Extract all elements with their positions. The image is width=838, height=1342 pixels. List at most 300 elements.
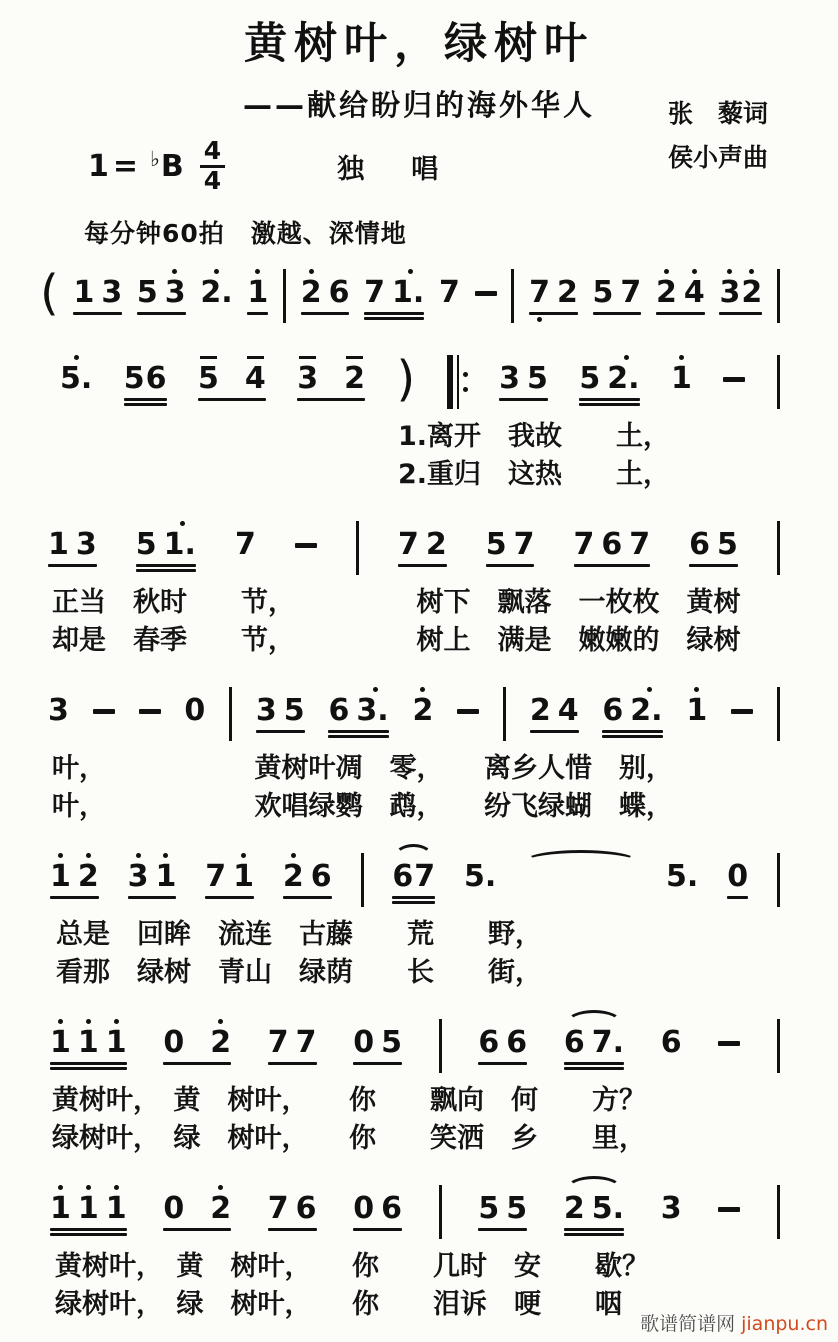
dash-note bbox=[723, 377, 745, 382]
tie-arc bbox=[566, 1010, 622, 1036]
note-number: 6 bbox=[660, 1025, 682, 1060]
note-numbers bbox=[198, 363, 266, 395]
note-group bbox=[247, 264, 268, 315]
note-number: 0 bbox=[184, 693, 206, 728]
note-numbers bbox=[464, 861, 496, 893]
note-group bbox=[128, 848, 177, 899]
note-number: 2 bbox=[210, 1025, 232, 1060]
music-line bbox=[0, 1014, 838, 1078]
beam-line bbox=[50, 1067, 127, 1070]
note-number: 7 bbox=[573, 527, 595, 562]
note-group bbox=[478, 1180, 527, 1231]
note-group bbox=[200, 264, 232, 309]
lyric-row: 绿树叶， 绿 树叶， 你 泪诉 哽 咽 bbox=[55, 1289, 622, 1320]
open-paren: ( bbox=[40, 265, 59, 321]
note-number: 7 bbox=[629, 527, 651, 562]
barline bbox=[777, 687, 780, 741]
beam-line bbox=[602, 735, 662, 738]
barline bbox=[283, 269, 286, 323]
music-line bbox=[0, 350, 838, 414]
note-numbers bbox=[666, 861, 698, 893]
note-numbers bbox=[50, 861, 99, 893]
note-number: 3 bbox=[75, 527, 97, 562]
lyric-row: 看那 绿树 青山 绿荫 长 街， bbox=[56, 957, 542, 988]
note-group bbox=[198, 350, 266, 401]
beam-line bbox=[602, 730, 662, 733]
key-tonic: 1 bbox=[88, 148, 109, 184]
barline bbox=[361, 853, 364, 907]
octave-dot-up bbox=[136, 853, 141, 858]
barline bbox=[511, 269, 514, 323]
repeat-thin-bar bbox=[457, 355, 459, 409]
octave-dot-up bbox=[58, 1019, 63, 1024]
score-block bbox=[0, 1180, 838, 1324]
note-numbers bbox=[412, 695, 433, 727]
note-numbers bbox=[50, 1193, 127, 1225]
music-line bbox=[0, 1180, 838, 1244]
beam-line bbox=[50, 896, 99, 899]
note-numbers bbox=[256, 695, 305, 727]
note-bottoms bbox=[529, 315, 578, 326]
note-number: 7 bbox=[529, 275, 550, 310]
note-number: 6 bbox=[506, 1025, 528, 1060]
note-group bbox=[256, 682, 305, 733]
note-number: 1 bbox=[77, 1025, 99, 1060]
dash-note bbox=[718, 1041, 740, 1046]
note-number: 7 bbox=[513, 527, 535, 562]
note-group bbox=[398, 516, 447, 567]
note-number: 1. bbox=[163, 527, 196, 562]
octave-dot-up bbox=[647, 687, 652, 692]
note-numbers bbox=[661, 1193, 682, 1225]
note-number: 4 bbox=[683, 275, 705, 310]
note-number: 3 bbox=[499, 361, 521, 396]
note-number: 6 bbox=[145, 361, 167, 396]
note-group bbox=[392, 848, 435, 904]
note-group bbox=[564, 1180, 624, 1236]
beam-line bbox=[719, 312, 762, 315]
note-number: 5. bbox=[591, 1191, 624, 1226]
note-number: 2 bbox=[300, 275, 322, 310]
note-group bbox=[137, 264, 186, 315]
note-group bbox=[602, 682, 662, 738]
note-number: 6 bbox=[478, 1025, 500, 1060]
note-number: 0 bbox=[727, 859, 749, 894]
note-numbers bbox=[301, 277, 350, 309]
watermark-site: 歌谱简谱网 bbox=[640, 1313, 736, 1335]
note-number: 3 bbox=[297, 361, 319, 396]
watermark-link[interactable]: jianpu.cn bbox=[741, 1313, 828, 1335]
octave-dot-up bbox=[114, 1185, 119, 1190]
beam-line bbox=[328, 730, 388, 733]
beam-line bbox=[656, 312, 705, 315]
note-numbers bbox=[137, 277, 186, 309]
composer-credit: 侯小声曲 bbox=[667, 143, 768, 172]
note-group bbox=[268, 1180, 317, 1231]
lyrics bbox=[52, 584, 838, 660]
note-number: 7 bbox=[439, 275, 460, 310]
lyric-row: 总是 回眸 流连 古藤 荒 野， bbox=[56, 919, 542, 950]
beam-line bbox=[50, 1062, 127, 1065]
beam-line bbox=[392, 896, 435, 899]
note-number: 5 bbox=[592, 275, 614, 310]
note-number: 2 bbox=[425, 527, 447, 562]
beam-line bbox=[564, 1233, 624, 1236]
note-group bbox=[124, 350, 167, 406]
barline bbox=[503, 687, 506, 741]
octave-dot-up bbox=[180, 521, 185, 526]
note-number: 1 bbox=[105, 1191, 127, 1226]
score-block bbox=[0, 516, 838, 660]
repeat-dots bbox=[463, 355, 468, 409]
note-number: 4 bbox=[557, 693, 579, 728]
time-top: 4 bbox=[200, 138, 225, 168]
octave-dot-up bbox=[373, 687, 378, 692]
note-numbers bbox=[268, 1193, 317, 1225]
note-number: 3 bbox=[48, 693, 69, 728]
beam-line bbox=[579, 398, 639, 401]
note-group bbox=[50, 1014, 127, 1070]
octave-dot-up bbox=[86, 1019, 91, 1024]
note-group bbox=[574, 516, 651, 567]
note-group bbox=[727, 848, 748, 899]
beam-line bbox=[574, 564, 651, 567]
note-number: 2 bbox=[741, 275, 763, 310]
note-group bbox=[478, 1014, 527, 1065]
note-group bbox=[60, 350, 92, 395]
beam-line bbox=[486, 564, 535, 567]
note-numbers bbox=[48, 695, 69, 727]
beam-line bbox=[301, 312, 350, 315]
score-block bbox=[0, 350, 838, 494]
note-group bbox=[529, 264, 578, 326]
note-number: 0 bbox=[353, 1191, 375, 1226]
note-group bbox=[283, 848, 332, 899]
music-line bbox=[0, 264, 838, 328]
note-numbers bbox=[73, 277, 122, 309]
octave-dot-up bbox=[291, 853, 296, 858]
note-numbers bbox=[128, 861, 177, 893]
dash-note bbox=[139, 709, 161, 714]
note-number: 1 bbox=[155, 859, 177, 894]
note-number: 3 bbox=[101, 275, 123, 310]
tempo-marking: 每分钟60拍 激越、深情地 bbox=[84, 219, 407, 248]
note-number: 6 bbox=[563, 1025, 585, 1060]
lyric-row: 1.离开 我故 土， bbox=[398, 421, 671, 452]
beam-line bbox=[530, 730, 579, 733]
note-number: 4 bbox=[244, 361, 266, 396]
note-number: 6 bbox=[328, 693, 350, 728]
note-number: 6 bbox=[381, 1191, 402, 1226]
note-group bbox=[297, 350, 365, 401]
note-number: 3. bbox=[356, 693, 389, 728]
note-group bbox=[499, 350, 548, 401]
beam-line bbox=[163, 1062, 231, 1065]
lyric-row: 黄树叶， 黄 树叶， 你 几时 安 歇？ bbox=[55, 1251, 649, 1282]
note-number: 7 bbox=[620, 275, 642, 310]
lyric-row: 叶， 欢唱绿鹦 鹉， 纷飞绿蝴 蝶， bbox=[52, 791, 673, 822]
barline bbox=[439, 1019, 442, 1073]
note-group bbox=[163, 1014, 231, 1065]
note-number: 0 bbox=[163, 1191, 185, 1226]
beam-line bbox=[564, 1228, 624, 1231]
note-number: 2 bbox=[344, 361, 365, 396]
note-numbers bbox=[574, 529, 651, 561]
note-numbers bbox=[283, 861, 332, 893]
lyrics bbox=[56, 916, 838, 992]
note-group bbox=[486, 516, 535, 567]
tie-arc bbox=[566, 1176, 622, 1202]
note-group bbox=[235, 516, 256, 561]
note-number: 0 bbox=[353, 1025, 375, 1060]
dash-note bbox=[93, 709, 115, 714]
note-numbers bbox=[353, 1193, 402, 1225]
score-block bbox=[0, 1014, 838, 1158]
beam-line bbox=[136, 564, 196, 567]
octave-dot-up bbox=[694, 687, 699, 692]
note-number: 5 bbox=[381, 1025, 402, 1060]
note-number: 6 bbox=[310, 859, 332, 894]
beam-line bbox=[137, 312, 186, 315]
note-number: 5 bbox=[135, 527, 157, 562]
note-numbers bbox=[163, 1193, 231, 1225]
note-number: 2. bbox=[607, 361, 640, 396]
key-letter: B bbox=[160, 148, 184, 184]
note-group bbox=[661, 1014, 682, 1059]
lyric-row: 绿树叶， 绿 树叶， 你 笑洒 乡 里， bbox=[52, 1123, 646, 1154]
note-number: 5 bbox=[717, 527, 738, 562]
beam-line bbox=[73, 312, 122, 315]
note-number: 1 bbox=[50, 1191, 71, 1226]
credits bbox=[668, 92, 768, 180]
beam-line bbox=[478, 1228, 527, 1231]
beam-line bbox=[268, 1228, 317, 1231]
barline bbox=[777, 1185, 780, 1239]
note-numbers bbox=[398, 529, 447, 561]
repeat-dot bbox=[463, 387, 468, 392]
octave-dot-up bbox=[74, 355, 79, 360]
note-number: 2 bbox=[77, 859, 99, 894]
watermark bbox=[640, 1309, 828, 1336]
beam-line bbox=[283, 896, 332, 899]
note-numbers bbox=[478, 1193, 527, 1225]
note-numbers bbox=[268, 1027, 317, 1059]
note-number: 2 bbox=[563, 1191, 585, 1226]
note-numbers bbox=[499, 363, 548, 395]
note-number: 7 bbox=[397, 527, 419, 562]
note-numbers bbox=[353, 1027, 402, 1059]
slur-arc bbox=[525, 850, 637, 872]
equals-sign: = bbox=[112, 148, 139, 184]
note-numbers bbox=[184, 695, 205, 727]
score bbox=[0, 264, 838, 1324]
lyrics bbox=[52, 1082, 838, 1158]
lyrics bbox=[398, 418, 838, 494]
note-number: 5 bbox=[527, 361, 548, 396]
over-bar bbox=[200, 356, 217, 359]
over-bar bbox=[346, 356, 363, 359]
octave-dot-up bbox=[163, 853, 168, 858]
note-group bbox=[268, 1014, 317, 1065]
beam-line bbox=[392, 901, 435, 904]
note-number: 7 bbox=[205, 859, 227, 894]
note-group bbox=[661, 1180, 682, 1225]
beam-line bbox=[124, 403, 167, 406]
beam-line bbox=[128, 896, 177, 899]
beam-line bbox=[353, 1062, 402, 1065]
lyric-row: 正当 秋时 节， 树下 飘落 一枚枚 黄树 bbox=[52, 587, 741, 618]
beam-line bbox=[564, 1067, 624, 1070]
note-group bbox=[689, 516, 738, 567]
song-dedication: ——献给盼归的海外华人 bbox=[242, 88, 595, 122]
note-number: 3 bbox=[719, 275, 741, 310]
note-group bbox=[50, 848, 99, 899]
beam-line bbox=[50, 1228, 127, 1231]
note-group bbox=[301, 264, 350, 315]
octave-dot-up bbox=[624, 355, 629, 360]
note-number: 3 bbox=[660, 1191, 682, 1226]
barline bbox=[229, 687, 232, 741]
note-numbers bbox=[200, 277, 232, 309]
note-number: 5. bbox=[666, 859, 699, 894]
note-number: 1. bbox=[392, 275, 425, 310]
note-number: 2 bbox=[656, 275, 677, 310]
note-number: 6 bbox=[392, 859, 414, 894]
octave-dot-up bbox=[664, 269, 669, 274]
note-number: 7 bbox=[414, 859, 436, 894]
octave-dot-up bbox=[214, 269, 219, 274]
note-numbers bbox=[579, 363, 639, 395]
note-numbers bbox=[163, 1027, 231, 1059]
note-number: 5 bbox=[506, 1191, 528, 1226]
note-numbers bbox=[60, 363, 92, 395]
note-number: 5 bbox=[478, 1191, 500, 1226]
note-numbers bbox=[719, 277, 762, 309]
note-number: 1 bbox=[73, 275, 95, 310]
note-number: 1 bbox=[686, 693, 708, 728]
note-numbers bbox=[124, 363, 167, 395]
note-group bbox=[48, 516, 97, 567]
close-paren: ) bbox=[396, 351, 416, 407]
note-number: 2. bbox=[200, 275, 233, 310]
score-block bbox=[0, 848, 838, 992]
note-numbers bbox=[656, 277, 705, 309]
beam-line bbox=[593, 312, 642, 315]
note-group bbox=[656, 264, 705, 315]
note-numbers bbox=[439, 277, 460, 309]
note-group bbox=[593, 264, 642, 315]
performance-type: 独 唱 bbox=[337, 153, 449, 185]
octave-dot-up bbox=[86, 853, 91, 858]
note-group bbox=[686, 682, 707, 727]
octave-dot-up bbox=[420, 687, 425, 692]
note-number: 2 bbox=[412, 693, 434, 728]
note-numbers bbox=[689, 529, 738, 561]
beam-line bbox=[499, 398, 548, 401]
note-numbers bbox=[686, 695, 707, 727]
barline bbox=[777, 521, 780, 575]
note-number: 6 bbox=[602, 693, 624, 728]
octave-dot-down bbox=[537, 317, 542, 322]
note-numbers bbox=[602, 695, 662, 727]
score-block bbox=[0, 264, 838, 328]
note-number: 1 bbox=[48, 527, 69, 562]
note-numbers bbox=[671, 363, 692, 395]
note-number: 7 bbox=[234, 527, 256, 562]
lyric-row: 2.重归 这热 土， bbox=[398, 459, 671, 490]
beam-line bbox=[268, 1062, 317, 1065]
note-group bbox=[353, 1180, 402, 1231]
note-number: 1 bbox=[671, 361, 692, 396]
octave-dot-up bbox=[309, 269, 314, 274]
note-numbers bbox=[235, 529, 256, 561]
note-numbers bbox=[593, 277, 642, 309]
note-number: 1 bbox=[50, 859, 71, 894]
note-group bbox=[530, 682, 579, 733]
song-title: 黄树叶，绿树叶 bbox=[244, 19, 594, 69]
note-numbers bbox=[328, 695, 388, 727]
note-numbers bbox=[48, 529, 97, 561]
lyricist-credit: 张 藜词 bbox=[667, 99, 768, 128]
note-numbers bbox=[50, 1027, 127, 1059]
note-number: 6 bbox=[601, 527, 623, 562]
music-line bbox=[0, 516, 838, 580]
note-numbers bbox=[136, 529, 196, 561]
beam-line bbox=[398, 564, 447, 567]
note-group bbox=[73, 264, 122, 315]
barline bbox=[777, 355, 780, 409]
note-number: 1 bbox=[247, 275, 269, 310]
note-group bbox=[184, 682, 205, 727]
note-numbers bbox=[529, 277, 578, 309]
beam-line bbox=[727, 896, 748, 899]
barline bbox=[777, 1019, 780, 1073]
note-group bbox=[364, 264, 424, 320]
dash-note bbox=[718, 1207, 740, 1212]
note-numbers bbox=[661, 1027, 682, 1059]
note-numbers bbox=[530, 695, 579, 727]
note-group bbox=[564, 1014, 624, 1070]
note-number: 5 bbox=[283, 693, 305, 728]
beam-line bbox=[256, 730, 305, 733]
note-number: 7 bbox=[295, 1025, 317, 1060]
note-number: 1 bbox=[233, 859, 254, 894]
beam-line bbox=[328, 735, 388, 738]
octave-dot-up bbox=[241, 853, 246, 858]
note-number: 2 bbox=[556, 275, 578, 310]
score-block bbox=[0, 682, 838, 826]
flat-icon: ♭ bbox=[150, 147, 160, 171]
note-number: 6 bbox=[295, 1191, 317, 1226]
octave-dot-up bbox=[218, 1185, 223, 1190]
note-number: 6 bbox=[689, 527, 711, 562]
octave-dot-up bbox=[727, 269, 732, 274]
note-numbers bbox=[297, 363, 365, 395]
barline bbox=[777, 853, 780, 907]
note-number: 3 bbox=[127, 859, 149, 894]
beam-line bbox=[198, 398, 266, 401]
beam-line bbox=[163, 1228, 231, 1231]
note-number: 2 bbox=[529, 693, 551, 728]
note-number: 7 bbox=[267, 1025, 289, 1060]
note-number: 5 bbox=[485, 527, 507, 562]
beam-line bbox=[247, 312, 268, 315]
beam-line bbox=[297, 398, 365, 401]
beam-line bbox=[364, 317, 424, 320]
note-group bbox=[136, 516, 196, 572]
over-bar bbox=[247, 356, 264, 359]
note-group bbox=[579, 350, 639, 406]
